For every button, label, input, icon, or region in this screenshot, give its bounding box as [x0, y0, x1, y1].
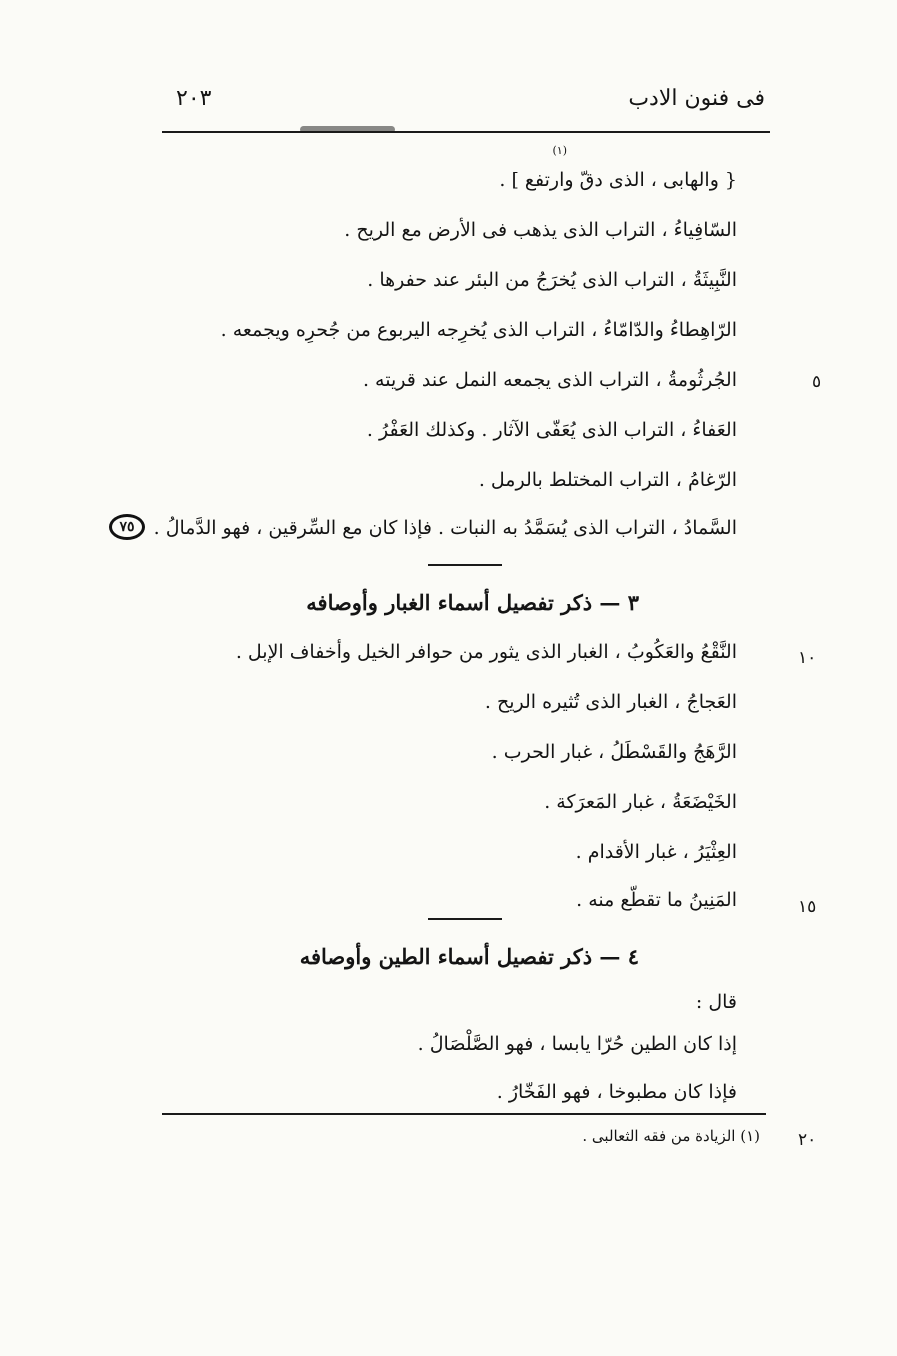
page-number: ٢٠٣: [176, 86, 212, 111]
section-separator: [428, 918, 502, 920]
margin-line-number: ١٥: [798, 897, 817, 917]
body-line: العَفاءُ ، التراب الذى يُعَفّى الآثار . وكذلك العَفْرُ .: [366, 419, 737, 441]
margin-line-number: ٥: [812, 372, 822, 392]
body-line: الجُرثُومةُ ، التراب الذى يجمعه النمل عند قريته .: [362, 369, 737, 391]
section-separator: [428, 564, 502, 566]
body-line: الخَيْضَعَةُ ، غبار المَعرَكة .: [544, 791, 737, 813]
library-stamp: ٧٥: [109, 514, 145, 540]
footnote: (١) الزيادة من فقه الثعالبى .: [582, 1127, 760, 1145]
section-heading: ٤ — ذكر تفصيل أسماء الطين وأوصافه: [299, 944, 639, 969]
page-title: فى فنون الادب: [628, 86, 765, 111]
margin-line-number: ١٠: [798, 648, 817, 668]
section-heading: ٣ — ذكر تفصيل أسماء الغبار وأوصافه: [306, 590, 639, 615]
body-line: فإذا كان مطبوخا ، فهو الفَخّارُ .: [496, 1081, 737, 1103]
footnote-rule: [162, 1113, 766, 1115]
body-line: الرّغامُ ، التراب المختلط بالرمل .: [478, 469, 737, 491]
body-line: الرَّهَجُ والقَسْطَلُ ، غبار الحرب .: [491, 741, 737, 763]
body-line: العَجاجُ ، الغبار الذى تُثيره الريح .: [484, 691, 737, 713]
body-line: { والهابى ، الذى دقّ وارتفع ] .: [499, 169, 737, 191]
body-line: النَّقْعُ والعَكُوبُ ، الغبار الذى يثور من حوافر الخيل وأخفاف الإبل .: [235, 641, 737, 663]
body-line: السَّمادُ ، التراب الذى يُسَمَّدُ به النبات . فإذا كان مع السِّرقين ، فهو الدَّمالُ .: [153, 517, 737, 539]
margin-line-number: ٢٠: [798, 1130, 817, 1150]
footnote-marker: (١): [552, 144, 567, 157]
body-line: السّافِياءُ ، التراب الذى يذهب فى الأرض مع الريح .: [344, 219, 737, 241]
body-line: إذا كان الطين حُرّا يابسا ، فهو الصَّلْصَالُ .: [417, 1033, 737, 1055]
body-line: قال :: [695, 991, 737, 1013]
body-line: النَّبِيثَةُ ، التراب الذى يُخرَجُ من البئر عند حفرها .: [367, 269, 737, 291]
body-line: الرّاهِطاءُ والدّامّاءُ ، التراب الذى يُخرِجه اليربوع من جُحرِه ويجمعه .: [220, 319, 737, 341]
body-line: المَنِينُ ما تقطّع منه .: [576, 889, 737, 911]
header-rule: [162, 131, 770, 133]
body-line: العِثْيَرُ ، غبار الأقدام .: [575, 841, 737, 863]
